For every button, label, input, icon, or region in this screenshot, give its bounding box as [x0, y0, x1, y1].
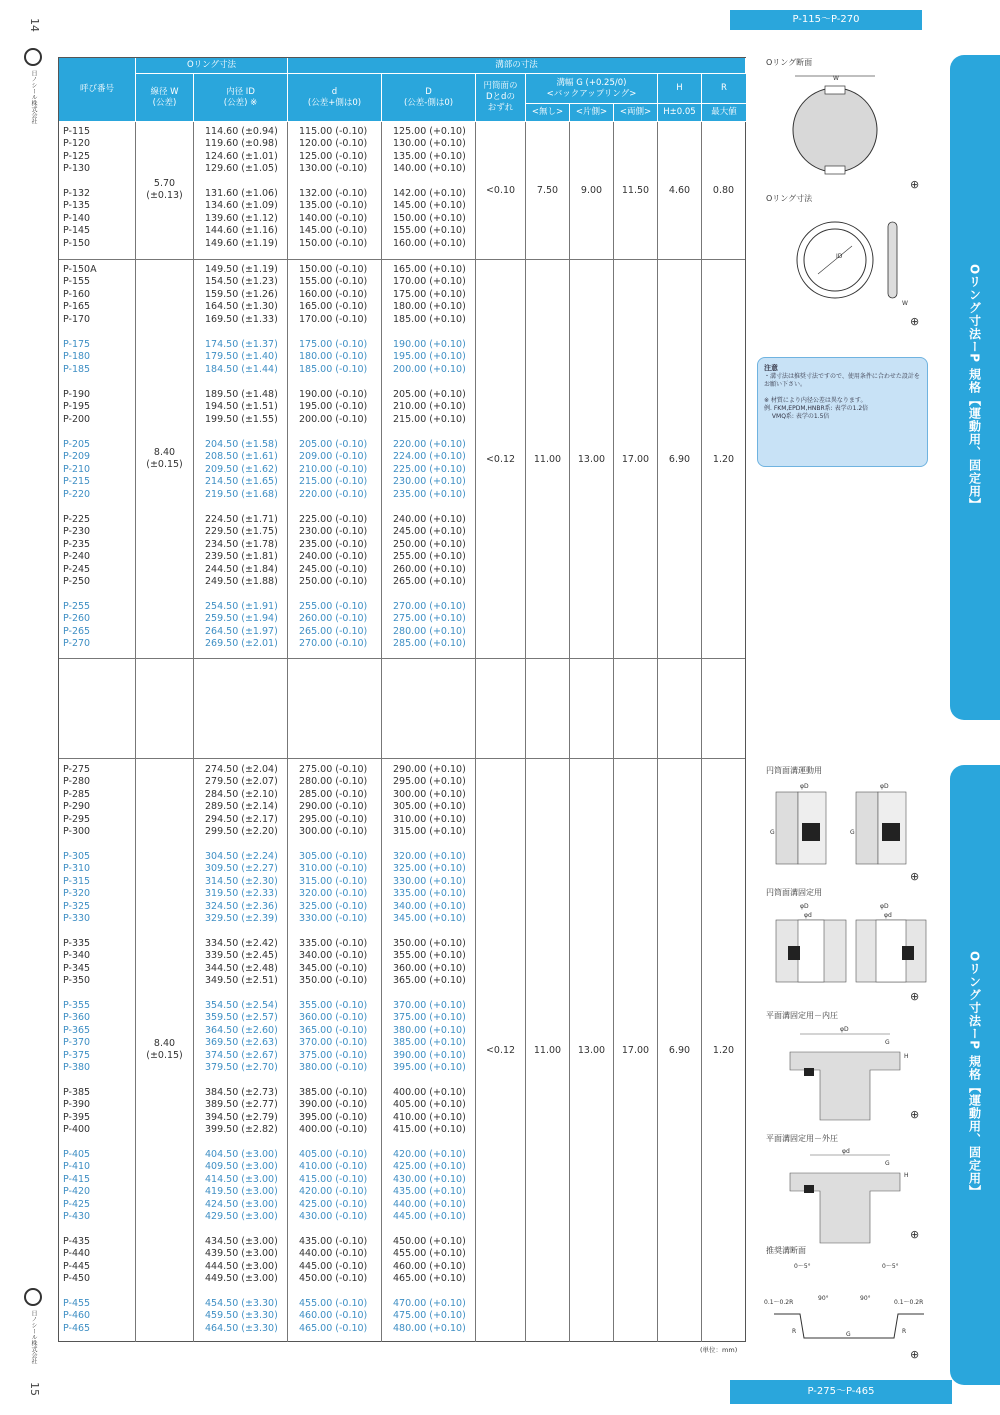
- D-list: 420.00 (+0.10) 425.00 (+0.10) 430.00 (+0.10) 435.00 (+0.10) 440.00 (+0.10) 445.00 (+0.10): [393, 1149, 466, 1223]
- page-number-top: 14: [28, 18, 41, 32]
- drawing-mark-icon: ⊕: [910, 1228, 920, 1241]
- logo-mark-icon: [24, 48, 42, 66]
- designation-list: P-275 P-280 P-285 P-290 P-295 P-300: [63, 764, 91, 838]
- h-value: 4.60: [668, 185, 691, 196]
- designation-list: P-305 P-310 P-315 P-320 P-325 P-330: [63, 851, 91, 925]
- section-title-dims: Oリング寸法: [766, 194, 813, 203]
- svg-text:90°: 90°: [860, 1295, 871, 1302]
- logo-text: 日ノシール株式会社: [30, 1310, 37, 1364]
- designation-list: P-385 P-390 P-395 P-400: [63, 1087, 91, 1136]
- inner-id-list: 224.50 (±1.71) 229.50 (±1.75) 234.50 (±1.78) 239.50 (±1.81) 244.50 (±1.84) 249.50 (±1.88): [205, 514, 278, 588]
- wire-w-value: 5.70 (±0.13): [146, 178, 183, 202]
- inner-id-list: 384.50 (±2.73) 389.50 (±2.77) 394.50 (±2.79) 399.50 (±2.82): [205, 1087, 278, 1136]
- row-divider: [59, 658, 745, 659]
- d-list: 405.00 (-0.10) 410.00 (-0.10) 415.00 (-0.10) 420.00 (-0.10) 425.00 (-0.10) 430.00 (-0.10): [299, 1149, 368, 1223]
- diagram-title-cyl-static: 円筒面溝固定用: [766, 888, 822, 897]
- d-list: 275.00 (-0.10) 280.00 (-0.10) 285.00 (-0.10) 290.00 (-0.10) 295.00 (-0.10) 300.00 (-0.10): [299, 764, 368, 838]
- designation-list: P-255 P-260 P-265 P-270: [63, 601, 91, 650]
- svg-text:W: W: [833, 75, 839, 82]
- D-list: 205.00 (+0.10) 210.00 (+0.10) 215.00 (+0.10): [393, 389, 466, 425]
- offset-value: <0.12: [485, 454, 516, 465]
- diagram-title-face-inner: 平面溝固定用－内圧: [766, 1011, 838, 1020]
- svg-text:R: R: [792, 1328, 797, 1335]
- header-offset: 円筒面の Dとdの おずれ: [476, 74, 526, 122]
- row-divider: [59, 259, 745, 260]
- D-list: 470.00 (+0.10) 475.00 (+0.10) 480.00 (+0.10): [393, 1298, 466, 1334]
- header-groove-width: 溝幅 G (+0.25/0) <バックアップリング>: [526, 74, 658, 104]
- inner-id-list: 254.50 (±1.91) 259.50 (±1.94) 264.50 (±1.97) 269.50 (±2.01): [205, 601, 278, 650]
- company-logo-bottom: [20, 1288, 42, 1364]
- inner-id-list: 114.60 (±0.94) 119.60 (±0.98) 124.60 (±1.01) 129.60 (±1.05) 131.60 (±1.06) 134.60 (±1.09) 139.60 (±1.12) 144.60 (±1.16) 149.60 (±1.19): [205, 126, 278, 249]
- svg-text:W: W: [902, 300, 908, 307]
- caution-note-box: [757, 357, 928, 467]
- D-list: 320.00 (+0.10) 325.00 (+0.10) 330.00 (+0.10) 335.00 (+0.10) 340.00 (+0.10) 345.00 (+0.10): [393, 851, 466, 925]
- inner-id-list: 404.50 (±3.00) 409.50 (±3.00) 414.50 (±3.00) 419.50 (±3.00) 424.50 (±3.00) 429.50 (±3.00): [205, 1149, 278, 1223]
- D-list: 450.00 (+0.10) 455.00 (+0.10) 460.00 (+0.10) 465.00 (+0.10): [393, 1236, 466, 1285]
- groove-none-value: 7.50: [536, 185, 559, 196]
- header-both-sides: <両側>: [614, 104, 658, 122]
- groove-one-value: 9.00: [580, 185, 603, 196]
- D-list: 125.00 (+0.10) 130.00 (+0.10) 135.00 (+0.10) 140.00 (+0.10) 142.00 (+0.10) 145.00 (+0.10) 150.00 (+0.10) 155.00 (+0.10) 160.00 (+0.10): [393, 126, 466, 249]
- logo-mark-icon: [24, 1288, 42, 1306]
- designation-list: P-205 P-209 P-210 P-215 P-220: [63, 439, 91, 500]
- designation-list: P-435 P-440 P-445 P-450: [63, 1236, 91, 1285]
- header-oring-group: Oリング寸法: [136, 58, 288, 74]
- drawing-mark-icon: ⊕: [910, 315, 920, 328]
- svg-text:90°: 90°: [818, 1295, 829, 1302]
- col-divider: [287, 122, 288, 1342]
- d-list: 205.00 (-0.10) 209.00 (-0.10) 210.00 (-0.10) 215.00 (-0.10) 220.00 (-0.10): [299, 439, 368, 500]
- designation-list: P-355 P-360 P-365 P-370 P-375 P-380: [63, 1000, 91, 1074]
- wire-w-value: 8.40 (±0.15): [146, 1038, 183, 1062]
- company-logo-top: [20, 48, 42, 124]
- svg-text:φD: φD: [840, 1026, 849, 1033]
- d-list: 385.00 (-0.10) 390.00 (-0.10) 395.00 (-0.10) 400.00 (-0.10): [299, 1087, 368, 1136]
- cyl-static-groove-diagram: [770, 900, 930, 985]
- oring-dims-diagram: [790, 210, 915, 310]
- d-list: 190.00 (-0.10) 195.00 (-0.10) 200.00 (-0.10): [299, 389, 368, 425]
- svg-text:0.1～0.2R: 0.1～0.2R: [764, 1299, 794, 1306]
- h-value: 6.90: [668, 454, 691, 465]
- drawing-mark-icon: ⊕: [910, 990, 920, 1003]
- svg-text:φD: φD: [800, 903, 809, 910]
- note-body: ・溝寸法は推奨寸法ですので、使用条件に合わせた設計をお願い下さい。 ※ 材質により内径公差は異なります。 例. FKM,EPDM,HNBR系: 表学の1.2倍 VMQ系: 表学の1.5倍: [764, 373, 920, 420]
- designation-list: P-455 P-460 P-465: [63, 1298, 91, 1334]
- svg-text:φd: φd: [884, 912, 892, 919]
- header-wire-w: 線径 W (公差): [136, 74, 194, 122]
- d-list: 455.00 (-0.10) 460.00 (-0.10) 465.00 (-0.10): [299, 1298, 368, 1334]
- D-list: 400.00 (+0.10) 405.00 (+0.10) 410.00 (+0.10) 415.00 (+0.10): [393, 1087, 466, 1136]
- groove-one-value: 13.00: [577, 454, 606, 465]
- d-list: 435.00 (-0.10) 440.00 (-0.10) 445.00 (-0.10) 450.00 (-0.10): [299, 1236, 368, 1285]
- D-list: 370.00 (+0.10) 375.00 (+0.10) 380.00 (+0.10) 385.00 (+0.10) 390.00 (+0.10) 395.00 (+0.10): [393, 1000, 466, 1074]
- col-divider: [701, 122, 702, 1342]
- page-range-tab-bottom: P-275～P-465: [730, 1380, 952, 1404]
- r-value: 1.20: [712, 1045, 735, 1056]
- face-outer-groove-diagram: [780, 1145, 920, 1245]
- svg-text:φD: φD: [880, 903, 889, 910]
- row-divider: [59, 758, 745, 759]
- inner-id-list: 304.50 (±2.24) 309.50 (±2.27) 314.50 (±2.30) 319.50 (±2.33) 324.50 (±2.36) 329.50 (±2.39): [205, 851, 278, 925]
- offset-value: <0.10: [485, 185, 516, 196]
- svg-text:G: G: [770, 829, 775, 836]
- inner-id-list: 149.50 (±1.19) 154.50 (±1.23) 159.50 (±1.26) 164.50 (±1.30) 169.50 (±1.33): [205, 264, 278, 325]
- header-groove-group: 溝部の寸法: [288, 58, 746, 74]
- d-list: 225.00 (-0.10) 230.00 (-0.10) 235.00 (-0.10) 240.00 (-0.10) 245.00 (-0.10) 250.00 (-0.10): [299, 514, 368, 588]
- col-divider: [525, 122, 526, 1342]
- inner-id-list: 174.50 (±1.37) 179.50 (±1.40) 184.50 (±1.44): [205, 339, 278, 375]
- header-H: H: [658, 74, 702, 104]
- note-title: 注意: [764, 364, 778, 372]
- inner-id-list: 274.50 (±2.04) 279.50 (±2.07) 284.50 (±2.10) 289.50 (±2.14) 294.50 (±2.17) 299.50 (±2.20): [205, 764, 278, 838]
- header-d: d (公差+側は0): [288, 74, 382, 122]
- designation-list: P-335 P-340 P-345 P-350: [63, 938, 91, 987]
- col-divider: [613, 122, 614, 1342]
- side-tab-upper[interactable]: Oリング寸法ーP 規格【運動用、固定用】: [950, 55, 1000, 720]
- D-list: 220.00 (+0.10) 224.00 (+0.10) 225.00 (+0.10) 230.00 (+0.10) 235.00 (+0.10): [393, 439, 466, 500]
- d-list: 355.00 (-0.10) 360.00 (-0.10) 365.00 (-0.10) 370.00 (-0.10) 375.00 (-0.10) 380.00 (-0.10): [299, 1000, 368, 1074]
- col-divider: [193, 122, 194, 1342]
- svg-text:φd: φd: [842, 1148, 850, 1155]
- header-R-max: 最大値: [702, 104, 746, 122]
- header-one-side: <片側>: [570, 104, 614, 122]
- diagram-title-face-outer: 平面溝固定用－外圧: [766, 1134, 838, 1143]
- inner-id-list: 354.50 (±2.54) 359.50 (±2.57) 364.50 (±2.60) 369.50 (±2.63) 374.50 (±2.67) 379.50 (±2.70): [205, 1000, 278, 1074]
- drawing-mark-icon: ⊕: [910, 870, 920, 883]
- col-divider: [569, 122, 570, 1342]
- D-list: 270.00 (+0.10) 275.00 (+0.10) 280.00 (+0.10) 285.00 (+0.10): [393, 601, 466, 650]
- svg-text:R: R: [902, 1328, 907, 1335]
- designation-list: P-175 P-180 P-185: [63, 339, 91, 375]
- cyl-dynamic-groove-diagram: [770, 778, 930, 868]
- svg-text:H: H: [904, 1172, 909, 1179]
- header-inner-id: 内径 ID (公差) ※: [194, 74, 288, 122]
- groove-none-value: 11.00: [533, 454, 562, 465]
- D-list: 165.00 (+0.10) 170.00 (+0.10) 175.00 (+0.10) 180.00 (+0.10) 185.00 (+0.10): [393, 264, 466, 325]
- inner-id-list: 204.50 (±1.58) 208.50 (±1.61) 209.50 (±1.62) 214.50 (±1.65) 219.50 (±1.68): [205, 439, 278, 500]
- designation-list: P-150A P-155 P-160 P-165 P-170: [63, 264, 97, 325]
- r-value: 1.20: [712, 454, 735, 465]
- offset-value: <0.12: [485, 1045, 516, 1056]
- d-list: 335.00 (-0.10) 340.00 (-0.10) 345.00 (-0.10) 350.00 (-0.10): [299, 938, 368, 987]
- col-divider: [657, 122, 658, 1342]
- header-H-tol: H±0.05: [658, 104, 702, 122]
- oring-profile-diagram: [785, 70, 885, 180]
- designation-list: P-190 P-195 P-200: [63, 389, 91, 425]
- inner-id-list: 334.50 (±2.42) 339.50 (±2.45) 344.50 (±2.48) 349.50 (±2.51): [205, 938, 278, 987]
- svg-text:0～5°: 0～5°: [882, 1263, 899, 1270]
- svg-text:G: G: [885, 1039, 890, 1046]
- drawing-mark-icon: ⊕: [910, 178, 920, 191]
- svg-text:ID: ID: [836, 253, 843, 260]
- wire-w-value: 8.40 (±0.15): [146, 447, 183, 471]
- D-list: 190.00 (+0.10) 195.00 (+0.10) 200.00 (+0.10): [393, 339, 466, 375]
- groove-both-value: 17.00: [621, 1045, 650, 1056]
- d-list: 175.00 (-0.10) 180.00 (-0.10) 185.00 (-0.10): [299, 339, 368, 375]
- header-R: R: [702, 74, 746, 104]
- groove-none-value: 11.00: [533, 1045, 562, 1056]
- drawing-mark-icon: ⊕: [910, 1348, 920, 1361]
- face-inner-groove-diagram: [780, 1022, 920, 1122]
- unit-note: (単位：mm): [700, 1346, 738, 1354]
- svg-text:0.1～0.2R: 0.1～0.2R: [894, 1299, 924, 1306]
- svg-text:0～5°: 0～5°: [794, 1263, 811, 1270]
- drawing-mark-icon: ⊕: [910, 1108, 920, 1121]
- inner-id-list: 434.50 (±3.00) 439.50 (±3.00) 444.50 (±3.00) 449.50 (±3.00): [205, 1236, 278, 1285]
- d-list: 255.00 (-0.10) 260.00 (-0.10) 265.00 (-0.10) 270.00 (-0.10): [299, 601, 368, 650]
- page-number-bottom: 15: [28, 1382, 41, 1396]
- diagram-title-cyl-dynamic: 円筒面溝運動用: [766, 766, 822, 775]
- designation-list: P-225 P-230 P-235 P-240 P-245 P-250: [63, 514, 91, 588]
- side-tab-lower[interactable]: Oリング寸法ーP 規格【運動用、固定用】: [950, 765, 1000, 1385]
- svg-text:G: G: [846, 1331, 851, 1338]
- r-value: 0.80: [712, 185, 735, 196]
- page-range-tab-top: P-115～P-270: [730, 10, 922, 30]
- d-list: 150.00 (-0.10) 155.00 (-0.10) 160.00 (-0.10) 165.00 (-0.10) 170.00 (-0.10): [299, 264, 368, 325]
- col-divider: [475, 122, 476, 1342]
- designation-list: P-115 P-120 P-125 P-130 P-132 P-135 P-140 P-145 P-150: [63, 126, 91, 249]
- header-designation: 呼び番号: [59, 58, 136, 122]
- oring-dimension-table: [58, 57, 746, 1342]
- svg-text:φD: φD: [800, 783, 809, 790]
- inner-id-list: 189.50 (±1.48) 194.50 (±1.51) 199.50 (±1.55): [205, 389, 278, 425]
- svg-text:φd: φd: [804, 912, 812, 919]
- d-list: 305.00 (-0.10) 310.00 (-0.10) 315.00 (-0.10) 320.00 (-0.10) 325.00 (-0.10) 330.00 (-0.10): [299, 851, 368, 925]
- groove-one-value: 13.00: [577, 1045, 606, 1056]
- D-list: 290.00 (+0.10) 295.00 (+0.10) 300.00 (+0.10) 305.00 (+0.10) 310.00 (+0.10) 315.00 (+0.10): [393, 764, 466, 838]
- D-list: 240.00 (+0.10) 245.00 (+0.10) 250.00 (+0.10) 255.00 (+0.10) 260.00 (+0.10) 265.00 (+0.10): [393, 514, 466, 588]
- recommended-groove-diagram: [764, 1258, 934, 1358]
- groove-both-value: 17.00: [621, 454, 650, 465]
- svg-text:H: H: [904, 1053, 909, 1060]
- header-D: D (公差-側は0): [382, 74, 476, 122]
- inner-id-list: 454.50 (±3.30) 459.50 (±3.30) 464.50 (±3.30): [205, 1298, 278, 1334]
- col-divider: [381, 122, 382, 1342]
- header-none: <無し>: [526, 104, 570, 122]
- section-title-profile: Oリング断面: [766, 58, 813, 67]
- groove-both-value: 11.50: [621, 185, 650, 196]
- designation-list: P-405 P-410 P-415 P-420 P-425 P-430: [63, 1149, 91, 1223]
- svg-text:G: G: [850, 829, 855, 836]
- d-list: 115.00 (-0.10) 120.00 (-0.10) 125.00 (-0.10) 130.00 (-0.10) 132.00 (-0.10) 135.00 (-0.10) 140.00 (-0.10) 145.00 (-0.10) 150.00 (-0.10): [299, 126, 368, 249]
- svg-text:G: G: [885, 1160, 890, 1167]
- logo-text: 日ノシール株式会社: [30, 70, 37, 124]
- D-list: 350.00 (+0.10) 355.00 (+0.10) 360.00 (+0.10) 365.00 (+0.10): [393, 938, 466, 987]
- svg-text:φD: φD: [880, 783, 889, 790]
- h-value: 6.90: [668, 1045, 691, 1056]
- col-divider: [135, 122, 136, 1342]
- diagram-title-recommended: 推奨溝断面: [766, 1246, 806, 1255]
